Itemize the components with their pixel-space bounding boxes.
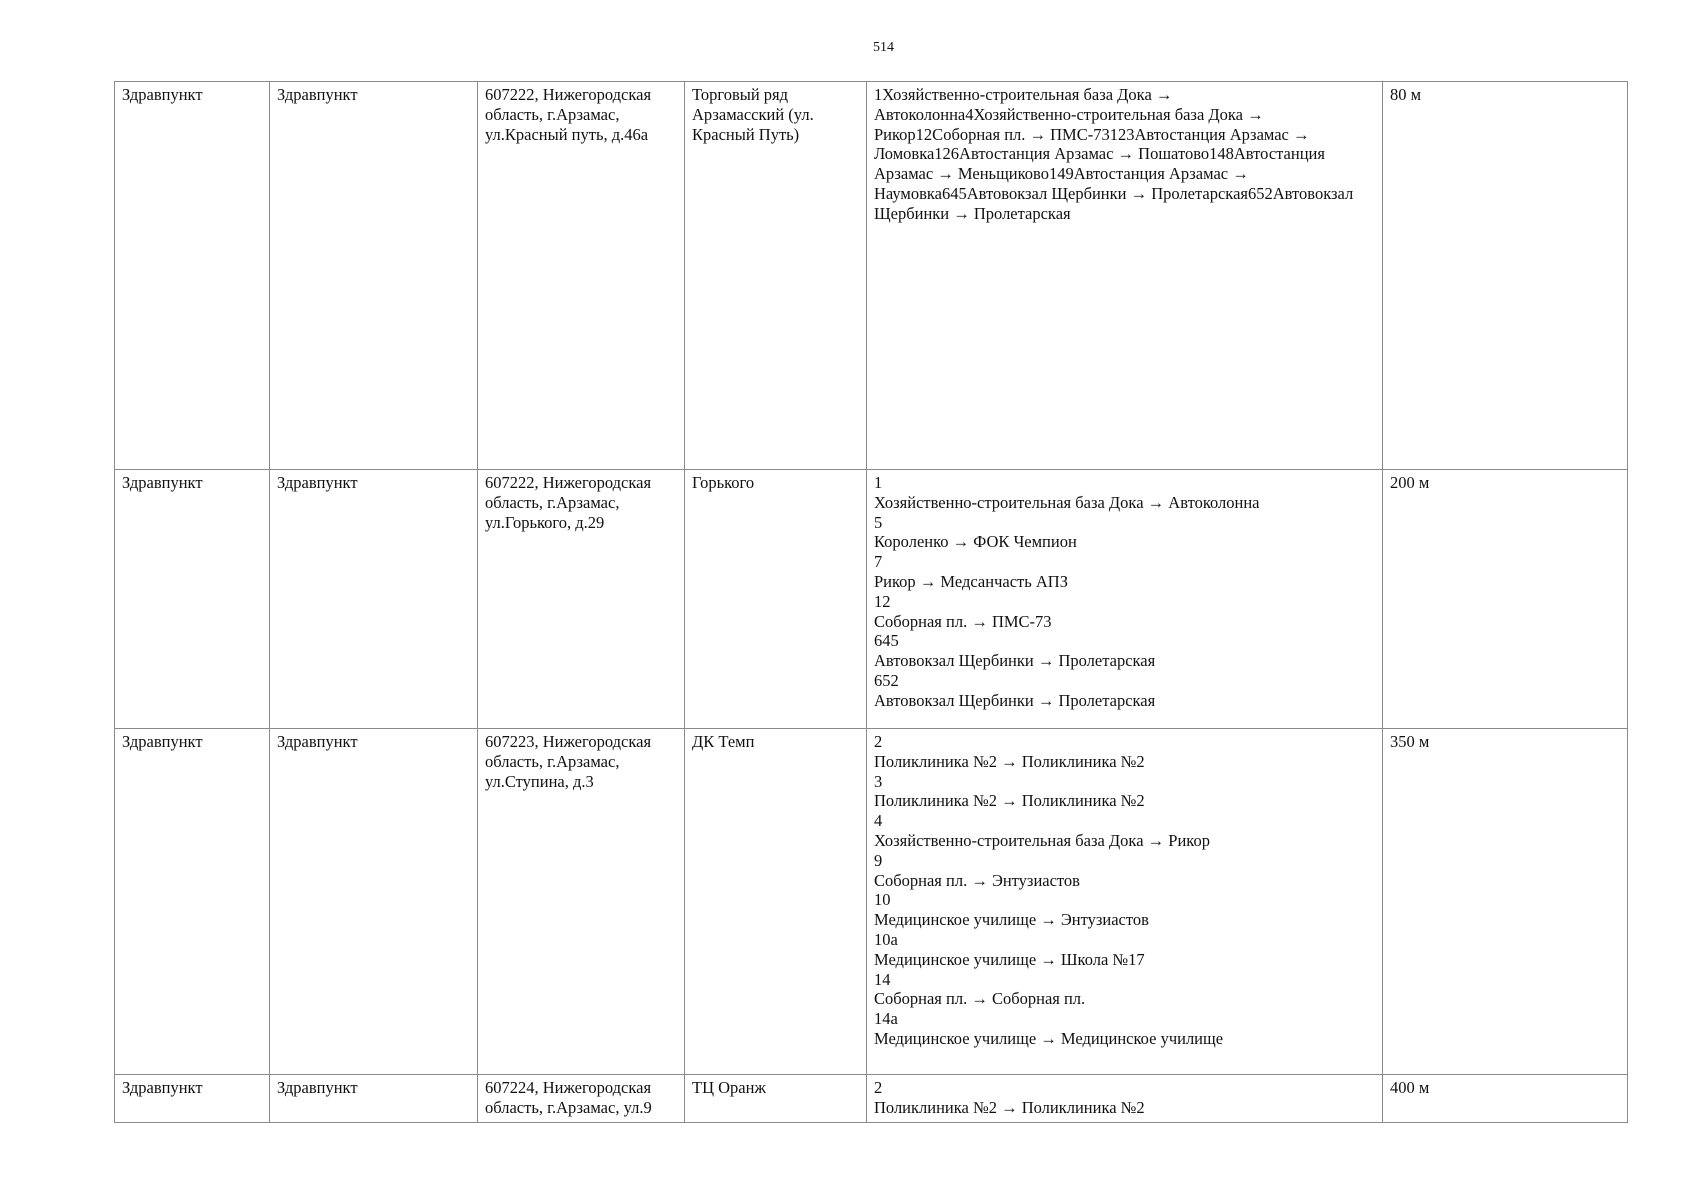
distance-cell: 200 м bbox=[1383, 470, 1628, 729]
facility-type-cell: Здравпункт bbox=[115, 82, 270, 470]
facility-type-cell: Здравпункт bbox=[115, 729, 270, 1075]
facility-name-cell: Здравпункт bbox=[270, 470, 478, 729]
facility-name-cell: Здравпункт bbox=[270, 1075, 478, 1123]
routes-cell: 1Хозяйственно-строительная база Дока → Автоколонна4Хозяйственно-строительная база Дока → Рикор12Соборная пл. → ПМС-73123Автостанция Арзамас → Ломовка126Автостанция Арзамас → Пошатово148Автостанция Арзамас → Меньщиково149Автостанция Арзамас → Наумовка645Автовокзал Щербинки → Пролетарская652Автовокзал Щербинки → Пролетарская bbox=[867, 82, 1383, 470]
distance-cell: 80 м bbox=[1383, 82, 1628, 470]
stop-cell: Горького bbox=[685, 470, 867, 729]
routes-cell: 2 Поликлиника №2 → Поликлиника №2 3 Поликлиника №2 → Поликлиника №2 4 Хозяйственно-строительная база Дока → Рикор 9 Соборная пл. → Энтузиастов 10 Медицинское училище → Энтузиастов 10а Медицинское училище → Школа №17 14 Соборная пл. → Соборная пл. 14а Медицинское училище → Медицинское училище bbox=[867, 729, 1383, 1075]
routes-cell: 1 Хозяйственно-строительная база Дока → Автоколонна 5 Короленко → ФОК Чемпион 7 Рикор → Медсанчасть АПЗ 12 Соборная пл. → ПМС-73 645 Автовокзал Щербинки → Пролетарская 652 Автовокзал Щербинки → Пролетарская bbox=[867, 470, 1383, 729]
table-row bbox=[115, 729, 1628, 1075]
stop-cell: ДК Темп bbox=[685, 729, 867, 1075]
stop-cell: Торговый ряд Арзамасский (ул. Красный Путь) bbox=[685, 82, 867, 470]
facility-type-cell: Здравпункт bbox=[115, 470, 270, 729]
address-cell: 607222, Нижегородская область, г.Арзамас, ул.Горького, д.29 bbox=[478, 470, 685, 729]
facility-name-cell: Здравпункт bbox=[270, 729, 478, 1075]
distance-cell: 400 м bbox=[1383, 1075, 1628, 1123]
distance-cell: 350 м bbox=[1383, 729, 1628, 1075]
facility-name-cell: Здравпункт bbox=[270, 82, 478, 470]
address-cell: 607223, Нижегородская область, г.Арзамас, ул.Ступина, д.3 bbox=[478, 729, 685, 1075]
page-number: 514 bbox=[873, 40, 894, 55]
table-row bbox=[115, 82, 1628, 470]
facilities-table bbox=[114, 81, 1628, 1123]
address-cell: 607224, Нижегородская область, г.Арзамас, ул.9 bbox=[478, 1075, 685, 1123]
address-cell: 607222, Нижегородская область, г.Арзамас, ул.Красный путь, д.46а bbox=[478, 82, 685, 470]
routes-cell: 2 Поликлиника №2 → Поликлиника №2 bbox=[867, 1075, 1383, 1123]
facility-type-cell: Здравпункт bbox=[115, 1075, 270, 1123]
table-row bbox=[115, 1075, 1628, 1123]
stop-cell: ТЦ Оранж bbox=[685, 1075, 867, 1123]
table-row bbox=[115, 470, 1628, 729]
